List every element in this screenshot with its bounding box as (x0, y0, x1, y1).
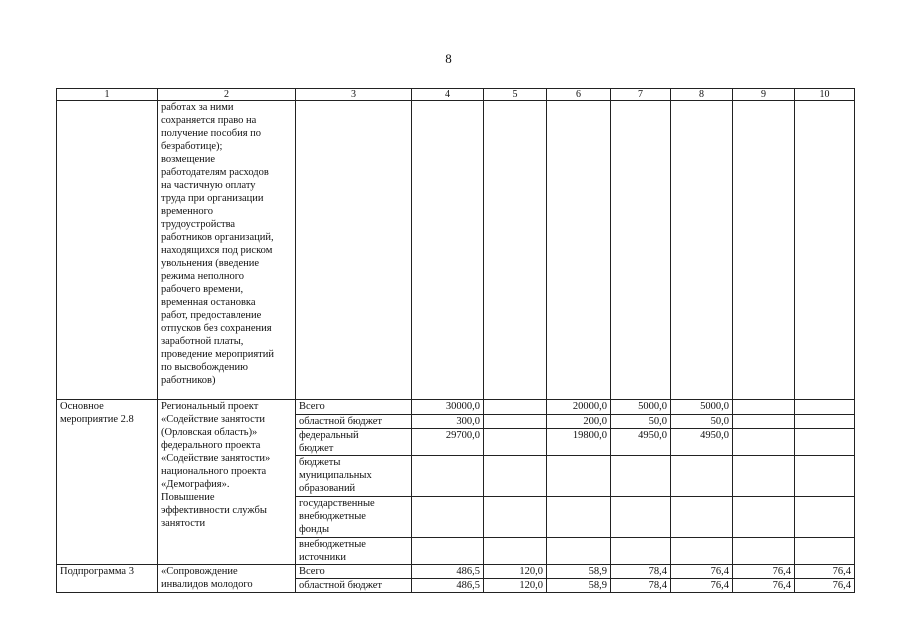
amount-c10 (795, 456, 855, 497)
subprogram_3-row (57, 565, 855, 579)
amount-c5: 120,0 (484, 579, 547, 593)
amount-c5 (484, 400, 547, 415)
amount-c10: 76,4 (795, 579, 855, 593)
amount-c4: 300,0 (412, 415, 484, 429)
amount-c4: 29700,0 (412, 429, 484, 456)
subprogram_3-description: «Сопровождение инвалидов молодого (158, 565, 296, 593)
header-cell: 4 (412, 89, 484, 101)
measure_2_8-row (57, 400, 855, 415)
funding-source: областной бюджет (296, 415, 412, 429)
funding-source: бюджеты муниципальных образований (296, 456, 412, 497)
amount-c8 (671, 538, 733, 565)
amount-c10 (795, 497, 855, 538)
amount-c6: 200,0 (547, 415, 611, 429)
amount-c7: 78,4 (611, 579, 671, 593)
header-cell: 10 (795, 89, 855, 101)
amount-c7: 78,4 (611, 565, 671, 579)
amount-c8 (671, 497, 733, 538)
amount-c6 (547, 538, 611, 565)
cell-empty (733, 101, 795, 400)
amount-c10 (795, 538, 855, 565)
amount-c7: 5000,0 (611, 400, 671, 415)
amount-c5: 120,0 (484, 565, 547, 579)
funding-source: Всего (296, 565, 412, 579)
amount-c8: 76,4 (671, 579, 733, 593)
header-cell: 9 (733, 89, 795, 101)
header-cell: 6 (547, 89, 611, 101)
amount-c6: 58,9 (547, 579, 611, 593)
header-cell: 1 (57, 89, 158, 101)
funding-source: внебюджетные источники (296, 538, 412, 565)
header-row (57, 89, 855, 101)
header-cell: 2 (158, 89, 296, 101)
measure_2_8-code: Основное мероприятие 2.8 (57, 400, 158, 565)
measure_2_8-description: Региональный проект «Содействие занятости (Орловская область)» федерального проекта «Содействие занятости» национального проекта «Демография». Повышение эффективности службы занятости (158, 400, 296, 565)
amount-c4 (412, 538, 484, 565)
amount-c10 (795, 400, 855, 415)
amount-c8 (671, 456, 733, 497)
continuation-description: работах за ними сохраняется право на получение пособия по безработице); возмещение работодателям расходов на частичную оплату труда при организации временного трудоустройства работников организаций, находящихся под риском увольнения (введение режима неполного рабочего времени, временная остановка работ, предоставление отпусков без сохранения заработной платы, проведение мероприятий по высвобождению работников) (158, 101, 296, 400)
header-cell: 8 (671, 89, 733, 101)
cell-empty (484, 101, 547, 400)
header-cell: 3 (296, 89, 412, 101)
amount-c8: 5000,0 (671, 400, 733, 415)
amount-c4 (412, 456, 484, 497)
amount-c4: 30000,0 (412, 400, 484, 415)
amount-c7: 4950,0 (611, 429, 671, 456)
amount-c4: 486,5 (412, 579, 484, 593)
amount-c8: 4950,0 (671, 429, 733, 456)
subprogram_3-code: Подпрограмма 3 (57, 565, 158, 593)
cell-empty (547, 101, 611, 400)
cell-empty (611, 101, 671, 400)
amount-c6: 20000,0 (547, 400, 611, 415)
amount-c7 (611, 456, 671, 497)
funding-source: Всего (296, 400, 412, 415)
cell-empty (412, 101, 484, 400)
cell-empty (671, 101, 733, 400)
header-cell: 5 (484, 89, 547, 101)
amount-c9 (733, 400, 795, 415)
amount-c10 (795, 415, 855, 429)
amount-c5 (484, 538, 547, 565)
amount-c8: 76,4 (671, 565, 733, 579)
amount-c5 (484, 497, 547, 538)
cell-empty (57, 101, 158, 400)
amount-c5 (484, 429, 547, 456)
cell-empty (795, 101, 855, 400)
amount-c7 (611, 497, 671, 538)
amount-c10 (795, 429, 855, 456)
amount-c6: 58,9 (547, 565, 611, 579)
amount-c10: 76,4 (795, 565, 855, 579)
continuation-row (57, 101, 855, 400)
amount-c8: 50,0 (671, 415, 733, 429)
page-number: 8 (445, 51, 452, 66)
amount-c7 (611, 538, 671, 565)
cell-empty (296, 101, 412, 400)
amount-c9 (733, 456, 795, 497)
amount-c6 (547, 497, 611, 538)
funding-source: государственные внебюджетные фонды (296, 497, 412, 538)
amount-c9: 76,4 (733, 579, 795, 593)
amount-c9 (733, 497, 795, 538)
amount-c9 (733, 538, 795, 565)
amount-c6: 19800,0 (547, 429, 611, 456)
funding-source: областной бюджет (296, 579, 412, 593)
amount-c4: 486,5 (412, 565, 484, 579)
amount-c7: 50,0 (611, 415, 671, 429)
amount-c9 (733, 415, 795, 429)
budget-table (56, 88, 855, 593)
amount-c5 (484, 415, 547, 429)
amount-c9: 76,4 (733, 565, 795, 579)
amount-c4 (412, 497, 484, 538)
amount-c9 (733, 429, 795, 456)
funding-source: федеральный бюджет (296, 429, 412, 456)
amount-c5 (484, 456, 547, 497)
amount-c6 (547, 456, 611, 497)
header-cell: 7 (611, 89, 671, 101)
